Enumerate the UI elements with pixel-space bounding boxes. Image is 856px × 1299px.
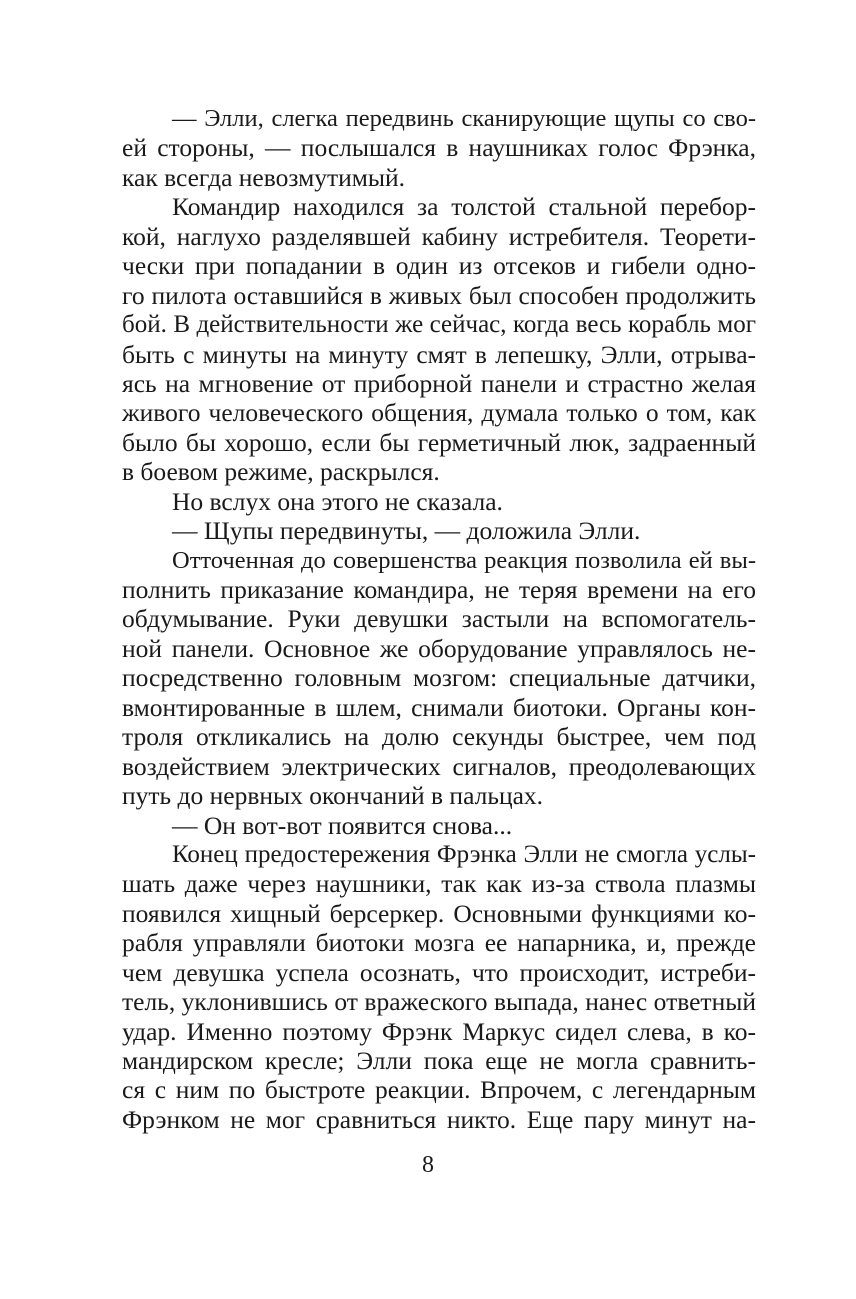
text-line: воздействием электрических сигналов, преодолевающих: [122, 751, 756, 781]
text-line: бой. В действительности же сейчас, когда весь корабль мог: [122, 311, 756, 339]
text-line: — Щупы передвинуты, — доложила Элли.: [172, 516, 641, 546]
text-line: вмонтированные в шлем, снимали биотоки. Органы кон-: [122, 692, 756, 722]
text-line: живого человеческого общения, думала только о том, как: [122, 398, 756, 428]
text-line: полнить приказание командира, не теряя времени на его: [122, 575, 756, 604]
text-line: посредственно головным мозгом: специальные датчики,: [122, 663, 756, 693]
text-line: путь до нервных окончаний в пальцах.: [122, 781, 544, 811]
text-line: появился хищный берсеркер. Основными функциями ко-: [122, 898, 756, 928]
text-line: было бы хорошо, если бы герметичный люк, задраенный: [122, 427, 756, 457]
text-line: ясь на мгновение от приборной панели и страстно желая: [122, 368, 756, 398]
body-text: [122, 104, 756, 1134]
text-line: ной панели. Основное же оборудование управлялось не-: [122, 633, 756, 663]
text-line: Но вслух она этого не сказала.: [172, 486, 503, 516]
text-line: удар. Именно поэтому Фрэнк Маркус сидел слева, в ко-: [122, 1016, 756, 1046]
text-line: — Он вот-вот появится снова...: [172, 810, 513, 840]
text-line: как всегда невозмутимый.: [122, 162, 406, 192]
text-line: Отточенная до совершенства реакция позволила ей вы-: [172, 546, 756, 574]
text-line: в боевом режиме, раскрылся.: [122, 457, 440, 487]
text-line: ся с ним по быстроте реакции. Впрочем, с легендарным: [122, 1075, 756, 1105]
text-line: мандирском кресле; Элли пока еще не могла сравнить-: [122, 1046, 756, 1075]
text-line: го пилота оставшийся в живых был способен продолжить: [122, 280, 756, 310]
text-line: шать даже через наушники, так как из-за ствола плазмы: [122, 869, 756, 899]
text-line: быть с минуты на минуту смят в лепешку, Элли, отрыва-: [122, 339, 756, 369]
text-line: троля откликались на долю секунды быстрее, чем под: [122, 722, 756, 752]
text-line: ей стороны, — послышался в наушниках голос Фрэнка,: [122, 133, 756, 163]
text-line: кой, наглухо разделявшей кабину истребителя. Теорети-: [122, 221, 756, 251]
text-line: обдумывание. Руки девушки застыли на вспомогатель-: [122, 604, 756, 634]
text-line: Командир находился за толстой стальной перебор-: [172, 192, 756, 222]
page-number: 8: [422, 1152, 434, 1178]
text-line: — Элли, слегка передвинь сканирующие щупы со сво-: [172, 105, 756, 132]
text-line: чески при попадании в один из отсеков и гибели одно-: [122, 251, 756, 281]
text-line: чем девушка успела осознать, что происходит, истреби-: [122, 957, 756, 987]
text-line: Конец предостережения Фрэнка Элли не смогла услы-: [172, 840, 756, 868]
text-line: тель, уклонившись от вражеского выпада, нанес ответный: [122, 987, 756, 1017]
text-line: Фрэнком не мог сравниться никто. Еще пару минут на-: [122, 1104, 756, 1134]
text-line: рабля управляли биотоки мозга ее напарника, и, прежде: [122, 928, 756, 958]
